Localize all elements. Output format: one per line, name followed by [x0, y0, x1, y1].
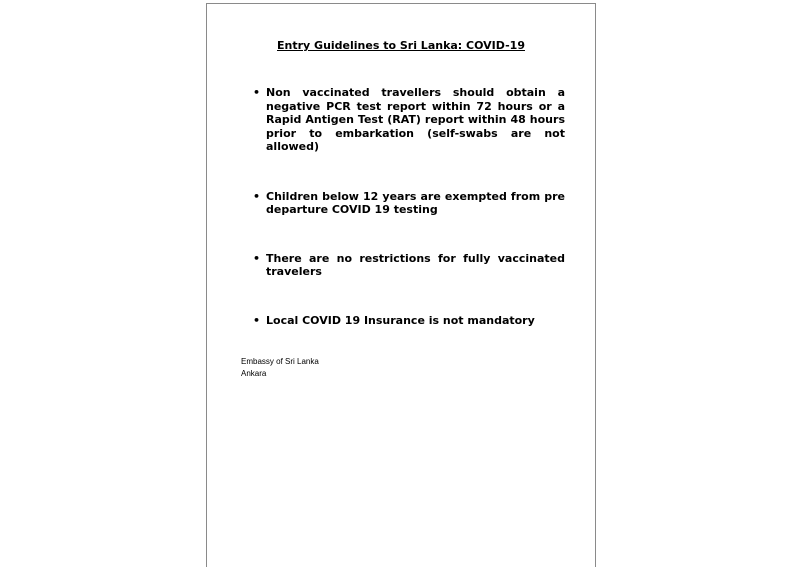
embassy-city: Ankara: [241, 369, 267, 378]
document-page: [206, 3, 596, 567]
document-title: Entry Guidelines to Sri Lanka: COVID-19: [277, 39, 525, 52]
embassy-name: Embassy of Sri Lanka: [241, 357, 319, 366]
list-item: [251, 86, 565, 154]
bullet-icon: •: [253, 86, 261, 99]
bullet-text: Non vaccinated travellers should obtain a negative PCR test report within 72 hours or a Rapid Antigen Test (RAT) report within 48 hours prior to embarkation (self-swabs are not allowed): [266, 86, 565, 153]
bullet-text: Children below 12 years are exempted from pre departure COVID 19 testing: [266, 189, 565, 216]
bullet-icon: •: [253, 313, 261, 327]
bullet-text: There are no restrictions for fully vaccinated travelers: [266, 251, 565, 278]
guidelines-list: [251, 86, 565, 327]
signature-block: [241, 356, 319, 380]
list-item: [251, 190, 565, 217]
bullet-text: Local COVID 19 Insurance is not mandatory: [266, 313, 535, 327]
bullet-icon: •: [253, 251, 261, 265]
list-item: [251, 314, 565, 328]
list-item: [251, 252, 565, 279]
bullet-icon: •: [253, 189, 261, 203]
